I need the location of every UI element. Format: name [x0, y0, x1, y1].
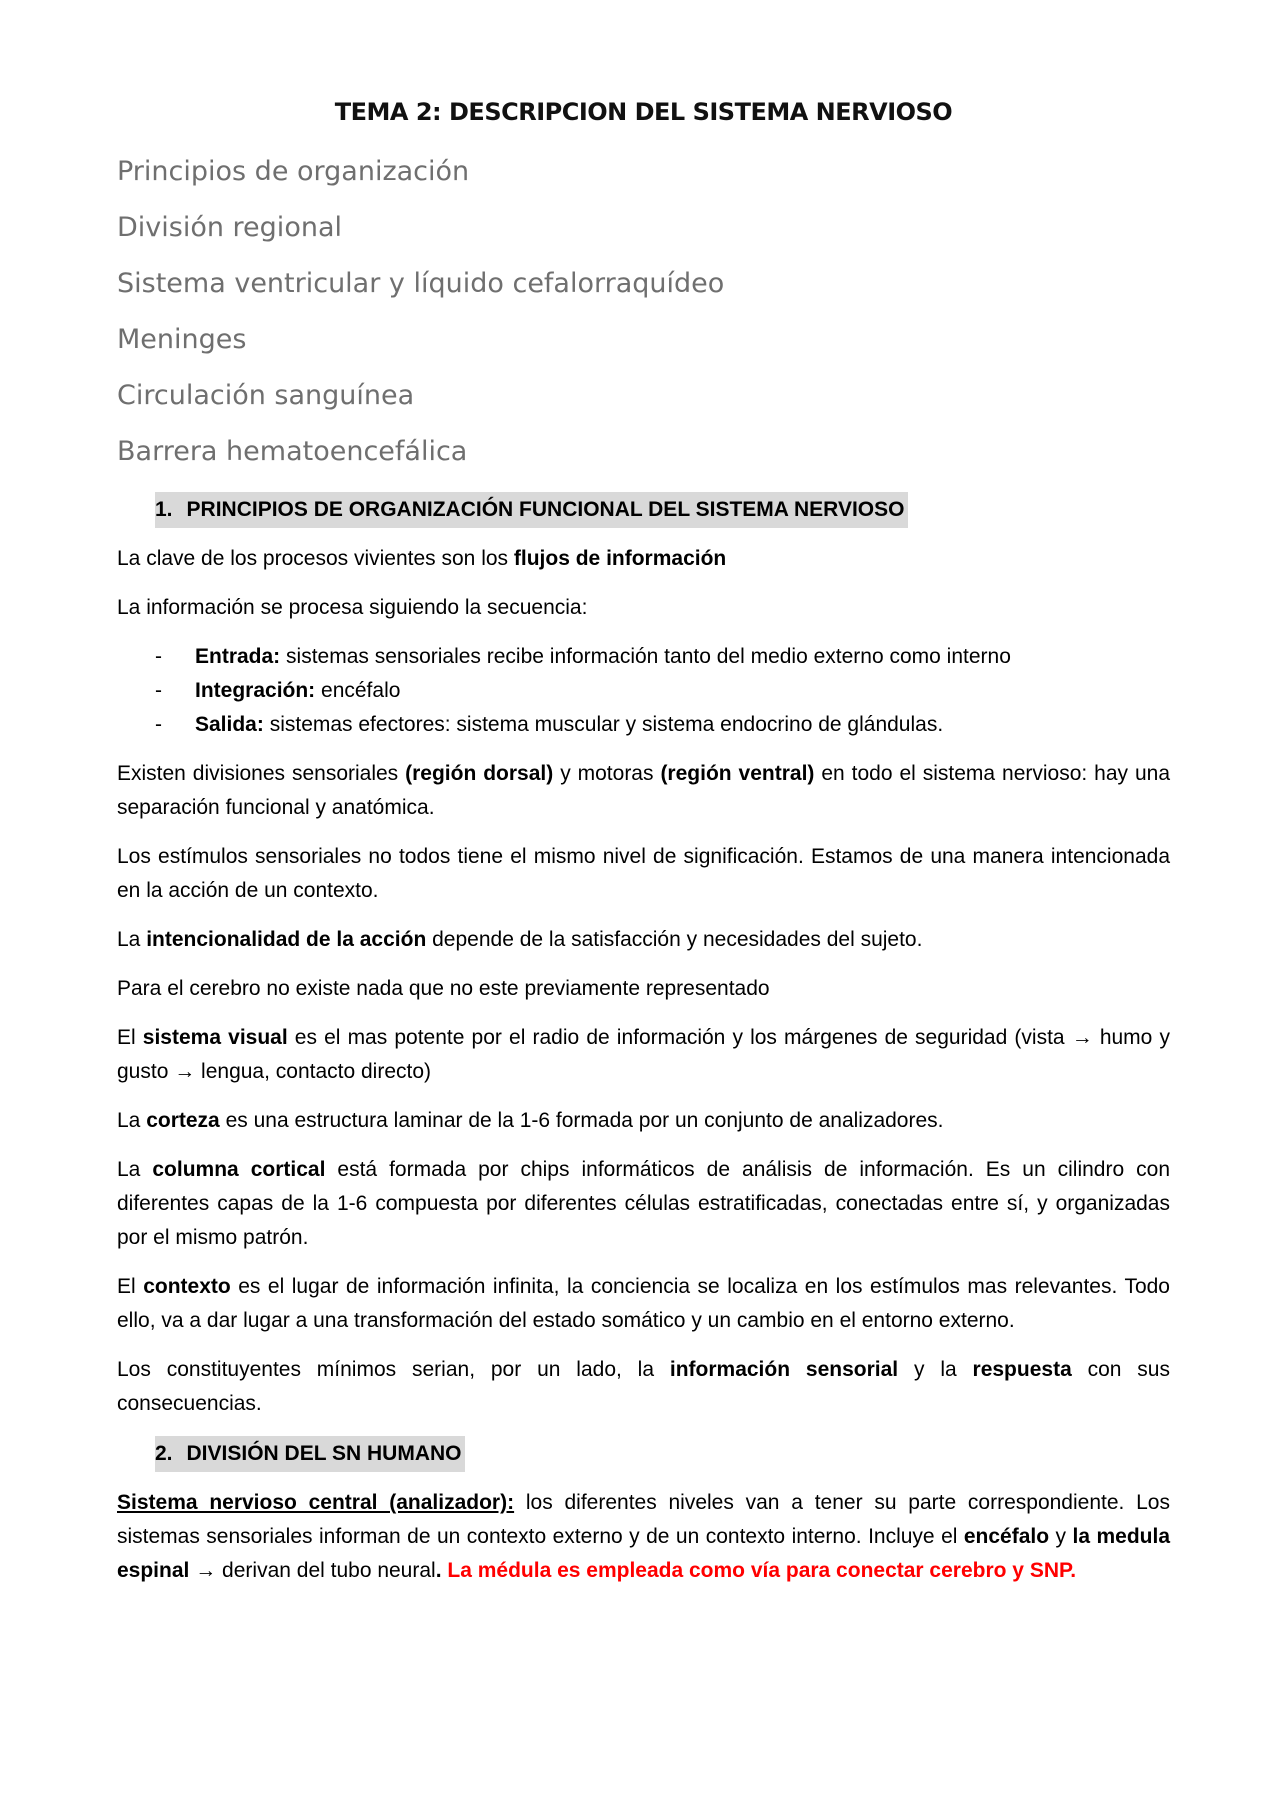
bold-term: intencionalidad de la acción: [146, 928, 427, 951]
document-title: TEMA 2: DESCRIPCION DEL SISTEMA NERVIOSO: [334, 98, 953, 126]
text-run: es el mas potente por el radio de información y los márgenes de seguridad (vista: [287, 1026, 1072, 1049]
bold-term: información sensorial: [669, 1358, 899, 1381]
text-run: lengua, contacto directo): [195, 1060, 432, 1083]
text-run: depende de la satisfacción y necesidades del sujeto.: [426, 928, 923, 951]
paragraph: [117, 1104, 1170, 1138]
bullet-dash: -: [155, 679, 162, 702]
bold-term: (región ventral): [660, 762, 815, 785]
section-heading-2: [155, 1436, 1170, 1472]
paragraph: [117, 1153, 1170, 1255]
text-run: Existen divisiones sensoriales: [117, 762, 406, 785]
text-run: derivan del tubo neural: [216, 1559, 436, 1582]
paragraph: [117, 1353, 1170, 1421]
bullet-dash: -: [155, 645, 162, 668]
text-run: El: [117, 1026, 143, 1049]
arrow-right-icon: →: [1071, 1026, 1093, 1049]
bullet-text: encéfalo: [315, 679, 401, 702]
bold-term: flujos de información: [513, 547, 727, 570]
text-run: en todo el sistema nervioso: hay una separación funcional y anatómica.: [117, 762, 1171, 819]
bold-term: respuesta: [972, 1358, 1072, 1381]
section-heading-1: [155, 492, 1170, 528]
bullet-label: Entrada:: [195, 645, 281, 668]
paragraph: [117, 1021, 1170, 1089]
text-run: los diferentes niveles van a tener su parte correspondiente. Los sistemas sensoriales informan de un contexto externo y de un contexto interno. Incluye el: [117, 1491, 1170, 1548]
paragraph: La información se procesa siguiendo la secuencia:: [117, 596, 588, 619]
text-run: y la: [898, 1358, 973, 1381]
bullet-text: sistemas efectores: sistema muscular y sistema endocrino de glándulas.: [263, 713, 944, 736]
bold-term: la medula espinal: [117, 1525, 1170, 1582]
text-run: es el lugar de información infinita, la conciencia se localiza en los estímulos mas relevantes. Todo ello, va a dar lugar a una transformación del estado somático y un cambio en el entorno externo.: [117, 1275, 1170, 1332]
paragraph: [117, 757, 1170, 825]
arrow-right-icon: →: [189, 1559, 217, 1582]
paragraph: [117, 1270, 1170, 1338]
bullet-label: Integración:: [195, 679, 316, 702]
bullet-list: [117, 640, 1170, 742]
text-run: es una estructura laminar de la 1-6 formada por un conjunto de analizadores.: [219, 1109, 944, 1132]
underlined-term: Sistema nervioso central (analizador):: [117, 1491, 515, 1514]
text-run: El: [117, 1275, 144, 1298]
text-run: está formada por chips informáticos de análisis de información. Es un cilindro con diferentes capas de la 1-6 compuesta por diferentes células estratificadas, conectadas entre sí, y organizadas por el mismo patrón.: [117, 1158, 1170, 1249]
text-run: humo y gusto: [117, 1026, 1170, 1083]
bold-term: contexto: [143, 1275, 231, 1298]
highlight-red-text: La médula es empleada como vía para conectar cerebro y SNP.: [441, 1559, 1077, 1582]
paragraph: [117, 1486, 1170, 1588]
toc-item: Meninges: [117, 324, 247, 355]
bullet-label: Salida:: [195, 713, 264, 736]
toc-item: Barrera hematoencefálica: [117, 436, 468, 467]
bold-term: corteza: [146, 1109, 220, 1132]
toc-item: División regional: [117, 212, 342, 243]
text-run: con sus consecuencias.: [117, 1358, 1170, 1415]
text-run: La: [117, 928, 147, 951]
section-title: PRINCIPIOS DE ORGANIZACIÓN FUNCIONAL DEL SISTEMA NERVIOSO: [187, 495, 907, 525]
paragraph: Para el cerebro no existe nada que no este previamente representado: [117, 977, 770, 1000]
text-run: La clave de los procesos vivientes son los: [117, 547, 514, 570]
bold-term: encéfalo: [963, 1525, 1050, 1548]
bold-term: (región dorsal): [405, 762, 554, 785]
toc-item: Sistema ventricular y líquido cefalorraquídeo: [117, 268, 725, 299]
paragraph: [117, 923, 1170, 957]
list-item: [117, 708, 1170, 742]
arrow-right-icon: →: [174, 1060, 196, 1083]
bullet-dash: -: [155, 713, 162, 736]
bold-term: columna cortical: [152, 1158, 326, 1181]
section-number: 1.: [155, 495, 187, 525]
bold-term: .: [435, 1559, 442, 1582]
bold-term: sistema visual: [142, 1026, 288, 1049]
paragraph: Los estímulos sensoriales no todos tiene el mismo nivel de significación. Estamos de una manera intencionada en la acción de un contexto.: [117, 845, 1170, 902]
text-run: y: [1049, 1525, 1073, 1548]
bullet-text: sistemas sensoriales recibe información tanto del medio externo como interno: [280, 645, 1011, 668]
table-of-contents: [117, 144, 1170, 480]
text-run: Los constituyentes mínimos serian, por un lado, la: [117, 1358, 670, 1381]
toc-item: Circulación sanguínea: [117, 380, 415, 411]
list-item: [117, 640, 1170, 674]
toc-item: Principios de organización: [117, 156, 470, 187]
text-run: y motoras: [553, 762, 661, 785]
text-run: La: [117, 1158, 153, 1181]
list-item: [117, 674, 1170, 708]
text-run: La: [117, 1109, 147, 1132]
section-number: 2.: [155, 1439, 187, 1469]
section-title: DIVISIÓN DEL SN HUMANO: [187, 1439, 464, 1469]
paragraph: [117, 542, 1170, 576]
